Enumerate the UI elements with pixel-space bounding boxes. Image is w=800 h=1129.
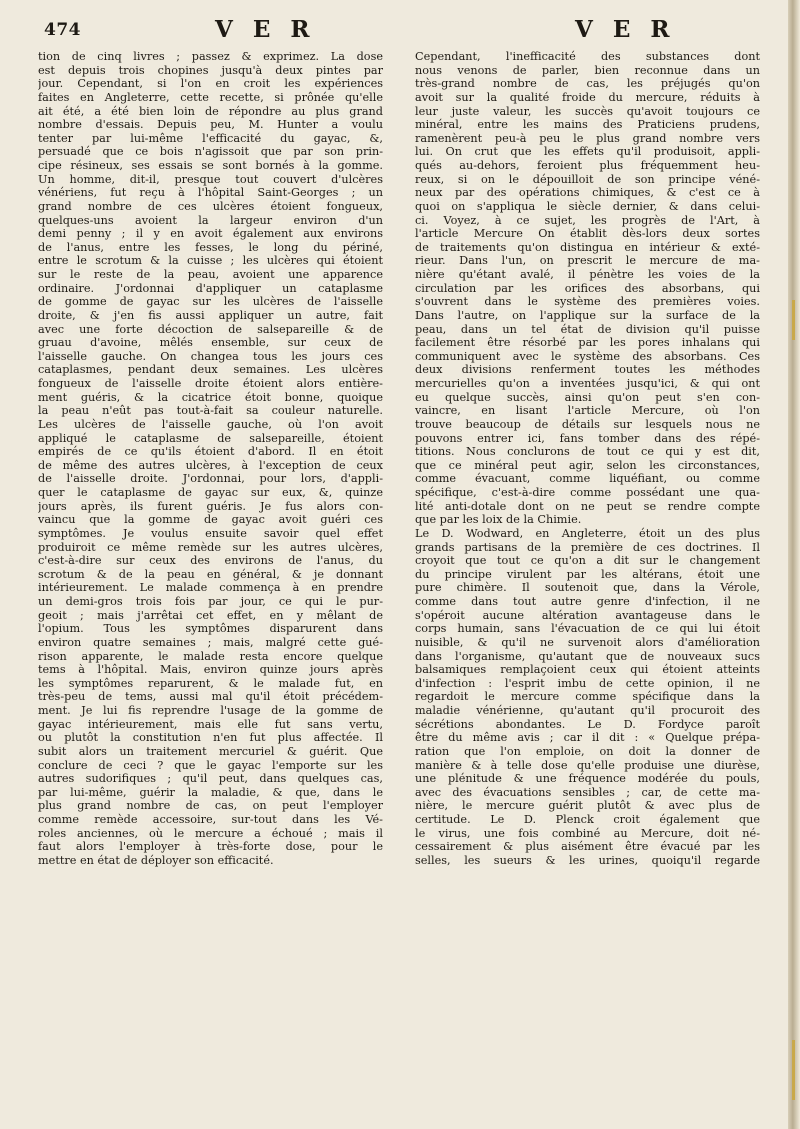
text-line: vénériens, fut reçu à l'hôpital Saint-Georges ; un [38,186,383,200]
text-line: tems à l'hôpital. Mais, environ quinze jours après [38,663,383,677]
text-line: comme remède accessoire, sur-tout dans les Vé- [38,813,383,826]
text-line: les symptômes reparurent, & le malade fut, en [38,676,383,690]
text-line: selles, les sueurs & les urines, quoiqu'il regarde [415,853,760,867]
text-line: sur le reste de la peau, avoient une apparence [38,268,383,281]
text-line: communiquent avec le système des absorbans. Ces [415,349,760,363]
left-text-column [38,50,383,868]
text-line: corps humain, sans l'évacuation de ce qui lui étoit [415,622,760,636]
text-line: Le D. Wodward, en Angleterre, étoit un des plus [415,526,760,540]
text-line: circulation par les orifices des absorbans, qui [415,281,760,295]
text-line: ordinaire. J'ordonnai d'appliquer un cataplasme [38,281,383,295]
text-line: lité anti-dotale dont on ne peut se rendre compte [415,499,760,513]
text-line: vaincre, en lisant l'article Mercure, où l'on [415,404,760,418]
text-line: trouve beaucoup de détails sur lesquels nous ne [415,417,760,431]
text-line: peau, dans un tel état de division qu'il puisse [415,322,760,336]
text-line: qués au-dehors, feroient plus fréquemment heu- [415,159,760,172]
text-line: plus grand nombre de cas, on peut l'employer [38,799,383,813]
text-line: c'est-à-dire sur ceux des environs de l'anus, du [38,554,383,568]
text-line: roles anciennes, où le mercure a échoué ; mais il [38,826,383,840]
text-line: très-peu de tems, aussi mal qu'il étoit précédem- [38,690,383,704]
text-line: croyoit que tout ce qu'on a dit sur le changement [415,554,760,568]
text-line: spécifique, c'est-à-dire comme possédant une qua- [415,486,760,499]
text-line: mercurielles qu'on a inventées jusqu'ici, & qui ont [415,377,760,390]
text-line: quer le cataplasme de gayac sur eux, &, quinze [38,486,383,499]
text-line: avec des évacuations sensibles ; car, de cette ma- [415,785,760,799]
text-line: demi penny ; il y en avoit également aux environs [38,227,383,241]
text-line: est depuis trois chopines jusqu'à deux pintes par [38,63,383,77]
text-line: tion de cinq livres ; passez & exprimez. La dose [38,50,383,63]
text-line: comme dans tout autre genre d'infection, il ne [415,595,760,608]
text-line: scrotum & de la peau en général, & je donnant [38,567,383,581]
running-head-right: V E R [575,16,676,43]
text-line: facilement être résorbé par les pores inhalans qui [415,336,760,350]
text-line: vaincu que la gomme de gayac avoit guéri ces [38,513,383,527]
text-line: quoi on s'appliqua le siècle dernier, & dans celui- [415,199,760,213]
right-text-column [415,50,760,868]
text-line: de même des autres ulcères, à l'exception de ceux [38,458,383,472]
binding-edge [788,0,800,1129]
text-line: conclure de ceci ? que le gayac l'emporte sur les [38,758,383,772]
text-line: nière qu'étant avalé, il pénètre les voies de la [415,268,760,281]
text-line: l'opium. Tous les symptômes disparurent dans [38,622,383,636]
page-header [0,14,790,46]
text-line: Un homme, dit-il, presque tout couvert d'ulcères [38,172,383,186]
text-line: sécrétions abondantes. Le D. Fordyce paroît [415,717,760,731]
text-line: ci. Voyez, à ce sujet, les progrès de l'Art, à [415,213,760,227]
text-line: leur juste valeur, les succès qu'avoit toujours ce [415,104,760,118]
text-line: nombre d'essais. Depuis peu, M. Hunter a voulu [38,118,383,132]
edge-mark [792,300,795,340]
text-line: Les ulcères de l'aisselle gauche, où l'on avoit [38,417,383,431]
text-line: fongueux de l'aisselle droite étoient alors entière- [38,377,383,390]
text-line: produiroit ce même remède sur les autres ulcères, [38,540,383,554]
text-line: de l'anus, entre les fesses, le long du périné, [38,240,383,254]
text-line: s'ouvrent dans le système des premières voies. [415,295,760,309]
text-line: minéral, entre les mains des Praticiens prudens, [415,118,760,132]
text-line: pure chimère. Il soutenoit que, dans la Vérole, [415,581,760,595]
text-line: gruau d'avoine, mêlés ensemble, sur ceux de [38,336,383,350]
edge-mark [792,1040,795,1100]
text-line: certitude. Le D. Plenck croit également que [415,813,760,826]
text-line: s'opéroit aucune altération avantageuse dans le [415,608,760,622]
text-line: balsamiques remplaçoient ceux qui étoient atteints [415,663,760,677]
text-line: nous venons de parler, bien reconnue dans un [415,63,760,77]
text-line: l'article Mercure On établit dès-lors deux sortes [415,227,760,241]
text-line: rieur. Dans l'un, on prescrit le mercure de ma- [415,254,760,268]
text-line: par lui-même, guérir la maladie, & que, dans le [38,785,383,799]
text-line: du principe virulent par les altérans, étoit une [415,567,760,581]
text-line: autres sudorifiques ; qu'il peut, dans quelques cas, [38,772,383,786]
text-line: ment. Je lui fis reprendre l'usage de la gomme de [38,704,383,717]
text-line: d'infection : l'esprit imbu de cette opinion, il ne [415,676,760,690]
text-line: de traitements qu'on distingua en intérieur & exté- [415,240,760,254]
text-line: nière, le mercure guérit plutôt & avec plus de [415,799,760,813]
text-line: persuadé que ce bois n'agissoit que par son prin- [38,145,383,159]
text-line: être du même avis ; car il dit : « Quelque prépa- [415,731,760,745]
text-line: Cependant, l'inefficacité des substances dont [415,50,760,63]
text-line: grand nombre de ces ulcères étoient fongueux, [38,199,383,213]
text-line: deux divisions renferment toutes les méthodes [415,363,760,377]
text-line: mettre en état de déployer son efficacité. [38,853,274,867]
text-line: que ce minéral peut agir, selon les circonstances, [415,458,760,472]
text-line: la peau n'eût pas tout-à-fait sa couleur naturelle. [38,404,383,418]
text-line: cataplasmes, pendant deux semaines. Les ulcères [38,363,383,377]
text-line: tenter par lui-même l'efficacité du gayac, &, [38,131,383,145]
text-line: ramenèrent peu-à peu le plus grand nombre vers [415,131,760,145]
text-line: titions. Nous conclurons de tout ce qui y est dit, [415,445,760,459]
text-line: Dans l'autre, on l'applique sur la surface de la [415,308,760,322]
text-line: une plénitude & une fréquence modérée du pouls, [415,772,760,786]
text-line: nuisible, & qu'il ne survenoit alors d'amélioration [415,635,760,649]
text-line: de gomme de gayac sur les ulcères de l'aisselle [38,295,383,309]
text-line: reux, si on le dépouilloit de son principe véné- [415,172,760,186]
text-line: cipe résineux, ses essais se sont bornés à la gomme. [38,159,383,172]
text-line: subit alors un traitement mercuriel & guérit. Que [38,744,383,758]
text-line: jour. Cependant, si l'on en croit les expériences [38,77,383,91]
text-line: maladie vénérienne, qu'autant qu'il procuroit des [415,704,760,717]
text-line: quelques-uns avoient la largeur environ d'un [38,213,383,227]
text-line: avec une forte décoction de salsepareille & de [38,322,383,336]
text-line: grands partisans de la première de ces doctrines. Il [415,540,760,554]
text-line: intérieurement. Le malade commença à en prendre [38,581,383,595]
text-line: ment guéris, & la cicatrice étoit bonne, quoique [38,390,383,404]
text-line: pouvons entrer ici, fans tomber dans des répé- [415,431,760,445]
text-line: droite, & j'en fis aussi appliquer un autre, fait [38,308,383,322]
text-line: faites en Angleterre, cette recette, si prônée qu'elle [38,90,383,104]
text-line: manière & à telle dose qu'elle produise une diurèse, [415,758,760,772]
text-line: eu quelque succès, ainsi qu'on peut s'en con- [415,390,760,404]
text-line: geoit ; mais j'arrêtai cet effet, en y mêlant de [38,608,383,622]
text-line: empirés de ce qu'ils étoient d'abord. Il en étoit [38,445,383,459]
text-line: ration que l'on emploie, on doit la donner de [415,744,760,758]
text-line: faut alors l'employer à très-forte dose, pour le [38,840,383,854]
text-line: ait été, a été bien loin de répondre au plus grand [38,104,383,118]
text-line: l'aisselle gauche. On changea tous les jours ces [38,349,383,363]
text-line: entre le scrotum & la cuisse ; les ulcères qui étoient [38,254,383,268]
text-line: neux par des opérations chimiques, & c'est ce à [415,186,760,200]
text-line: gayac intérieurement, mais elle fut sans vertu, [38,717,383,731]
page-number: 474 [44,20,81,40]
text-line: très-grand nombre de cas, les préjugés qu'on [415,77,760,91]
text-line: jours après, ils furent guéris. Je fus alors con- [38,499,383,513]
text-line: rison apparente, le malade resta encore quelque [38,649,383,663]
text-line: comme évacuant, comme liquéfiant, ou comme [415,472,760,486]
text-line: appliqué le cataplasme de salsepareille, étoient [38,431,383,445]
text-line: avoit sur la qualité froide du mercure, réduits à [415,90,760,104]
running-head-left: V E R [215,16,316,43]
text-line: dans l'organisme, qu'autant que de nouveaux sucs [415,649,760,663]
text-line: ou plutôt la constitution n'en fut plus affectée. Il [38,731,383,745]
text-line: que par les loix de la Chimie. [415,513,582,527]
text-line: environ quatre semaines ; mais, malgré cette gué- [38,635,383,649]
text-line: cessairement & plus aisément être évacué par les [415,840,760,854]
text-line: symptômes. Je voulus ensuite savoir quel effet [38,526,383,540]
text-line: lui. On crut que les effets qu'il produisoit, appli- [415,145,760,159]
text-line: le virus, une fois combiné au Mercure, doit né- [415,826,760,840]
text-line: de l'aisselle droite. J'ordonnai, pour lors, d'appli- [38,472,383,486]
text-line: regardoit le mercure comme spécifique dans la [415,690,760,704]
text-line: un demi-gros trois fois par jour, ce qui le pur- [38,595,383,608]
